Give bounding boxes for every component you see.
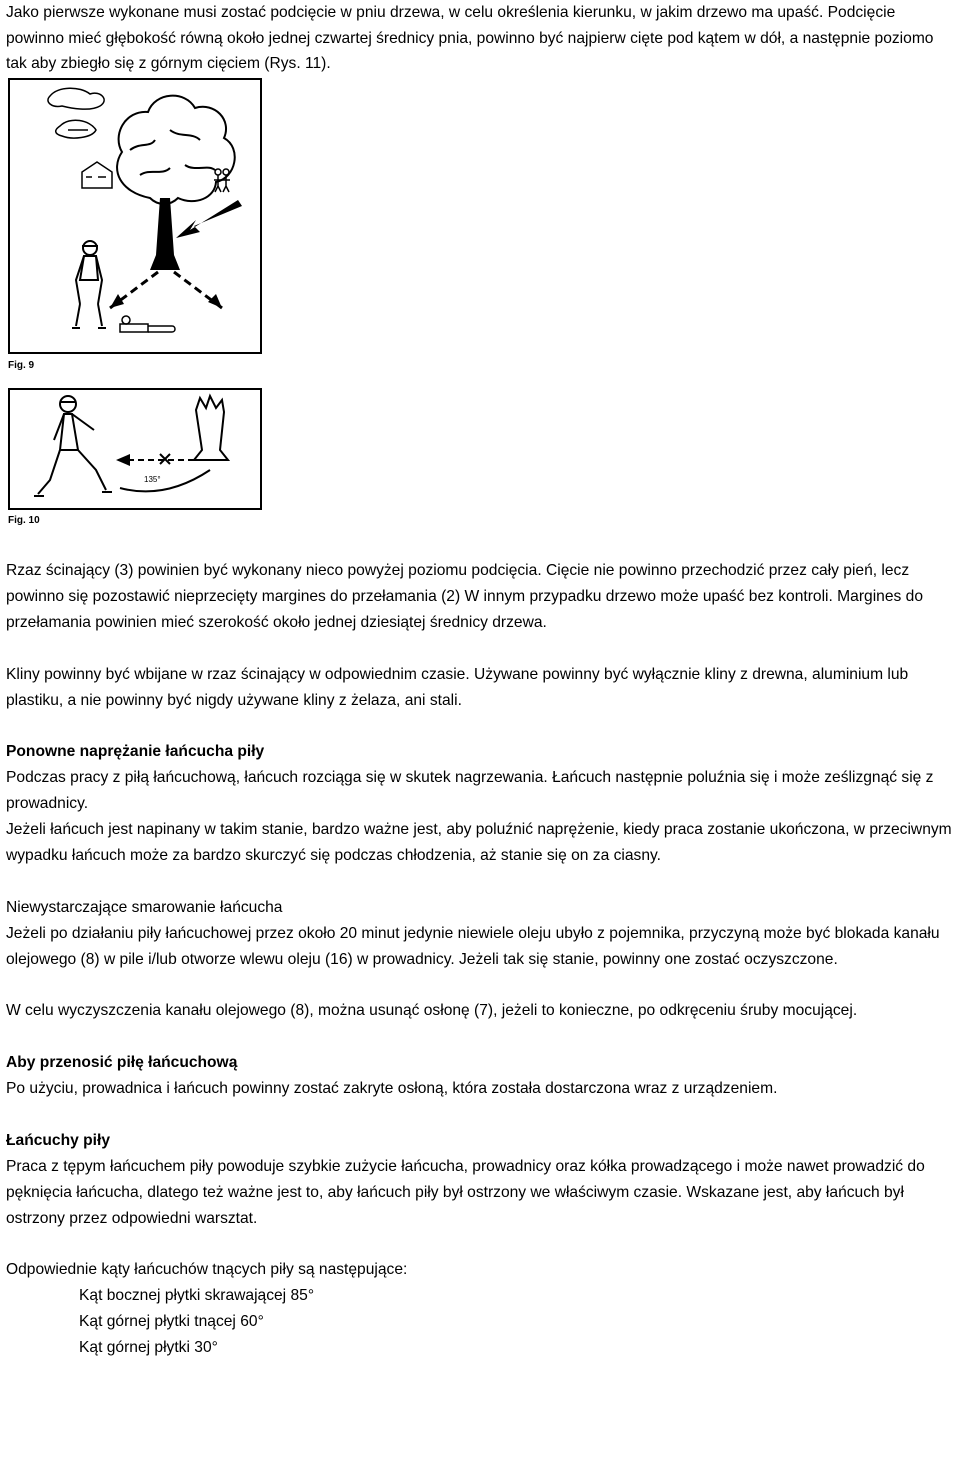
angles-list [6,1283,960,1361]
paragraph-kliny: Kliny powinny być wbijane w rzaz ścinający w odpowiednim czasie. Używane powinny być wyłącznie kliny z drewna, aluminium lub plastiku, a nie powinny być nigdy używane kliny z żelaza, ani stali. [6,665,909,709]
paragraph-smarowanie-2: W celu wyczyszczenia kanału olejowego (8), można usunąć osłonę (7), jeżeli to konieczne, po odkręceniu śruby mocującej. [6,1002,858,1020]
heading-ponowne-naprezanie: Ponowne naprężanie łańcucha piły [6,743,265,761]
paragraph-ponowne-1: Podczas pracy z piłą łańcuchową, łańcuch rozciąga się w skutek nagrzewania. Łańcuch następnie poluźnia się i może ześlizgnąć się z prowadnicy. [6,769,934,813]
figure-10-caption: Fig. 10 [8,515,40,526]
figure-9-illustration [8,78,262,354]
angle-item: Kąt górnej płytki tnącej 60° [79,1313,264,1331]
svg-text:135°: 135° [144,475,161,484]
paragraph-rzaz: Rzaz ścinający (3) powinien być wykonany nieco powyżej poziomu podcięcia. Cięcie nie powinno przechodzić przez cały pień, lecz powinno się pozostawić nieprzecięty margines do przełamania (2) W innym przypadku drzewo może upaść bez kontroli. Margines do przełamania powinien mieć szerokość około jednej dziesiątej średnicy drzewa. [6,562,923,631]
figure-10-illustration [8,388,262,510]
paragraph-lancuchy: Praca z tępym łańcuchem piły powoduje szybkie zużycie łańcucha, prowadnicy oraz kółka prowadzącego i może nawet prowadzić do pęknięcia łańcucha, dlatego też ważne jest to, aby łańcuch piły był ostrzony we właściwym czasie. Wskazane jest, aby łańcuch był ostrzony przez odpowiedni warsztat. [6,1157,925,1227]
heading-lancuchy: Łańcuchy piły [6,1131,110,1149]
paragraph-przenoszenie: Po użyciu, prowadnica i łańcuch powinny zostać zakryte osłoną, która została dostarczona wraz z urządzeniem. [6,1080,778,1098]
paragraph-ponowne-2: Jeżeli łańcuch jest napinany w takim stanie, bardzo ważne jest, aby poluźnić naprężenie, kiedy praca zostanie ukończona, w przeciwnym wypadku łańcuch może za bardzo skurczyć się podczas chłodzenia, aż stanie się on za ciasny. [6,821,952,864]
escape-route-illustration [10,390,260,508]
angle-item: Kąt górnej płytki 30° [79,1339,218,1357]
heading-przenoszenie: Aby przenosić piłę łańcuchową [6,1054,238,1072]
tree-felling-illustration [10,80,260,352]
intro-paragraph: Jako pierwsze wykonane musi zostać podcięcie w pniu drzewa, w celu określenia kierunku, w jakim drzewo ma upaść. Podcięcie powinno mieć głębokość równą około jednej czwartej średnicy pnia, powinno być najpierw cięte pod kątem w dół, a następnie poziomo tak aby zbiegło się z górnym cięciem (Rys. 11). [6,4,934,72]
document-body [6,558,960,1361]
paragraph-katy-intro: Odpowiednie kąty łańcuchów tnących piły są następujące: [6,1261,408,1279]
paragraph-smarowanie-1: Jeżeli po działaniu piły łańcuchowej przez około 20 minut jedynie niewiele oleju ubyło z pojemnika, przyczyną może być blokada kanału olejowego (8) w pile i/lub otworze wlewu oleju (16) w prowadnicy. Jeżeli tak się stanie, powinny one zostać oczyszczone. [6,924,940,968]
heading-smarowanie: Niewystarczające smarowanie łańcucha [6,898,283,916]
figure-9-caption: Fig. 9 [8,360,35,371]
angle-item: Kąt bocznej płytki skrawającej 85° [79,1287,315,1305]
